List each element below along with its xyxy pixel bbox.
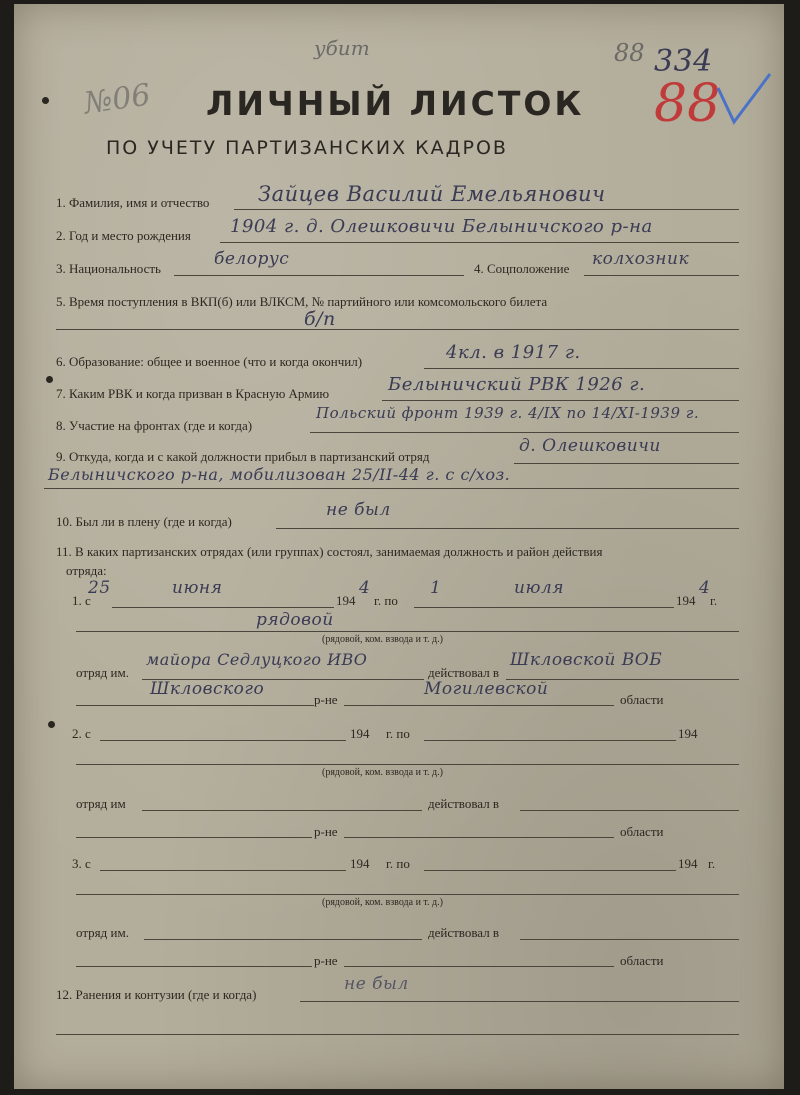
field-1-value: Зайцев Василий Емельянович bbox=[258, 182, 606, 206]
field-line bbox=[76, 764, 739, 765]
position-hint: (рядовой, ком. взвода и т. д.) bbox=[322, 634, 443, 645]
position-hint: (рядовой, ком. взвода и т. д.) bbox=[322, 767, 443, 778]
field-line bbox=[76, 705, 314, 706]
field-8-label: 8. Участие на фронтах (где и когда) bbox=[56, 418, 253, 433]
unit-2-to-label: г. по bbox=[386, 726, 410, 741]
unit-1-rayon-label: р-не bbox=[314, 692, 338, 707]
field-line bbox=[344, 837, 614, 838]
unit-1-year-end: г. bbox=[710, 593, 718, 608]
field-2-value: 1904 г. д. Олешковичи Белыничского р-на bbox=[230, 216, 653, 237]
field-line bbox=[514, 463, 739, 464]
field-line bbox=[76, 837, 312, 838]
unit-1-to-label: г. по bbox=[374, 593, 398, 608]
unit-3-num: 3. с bbox=[72, 856, 91, 871]
field-1-label: 1. Фамилия, имя и отчество bbox=[56, 195, 210, 210]
unit-2-num: 2. с bbox=[72, 726, 91, 741]
field-line bbox=[344, 705, 614, 706]
unit-2-acted-label: действовал в bbox=[428, 796, 500, 811]
page-subtitle: ПО УЧЕТУ ПАРТИЗАНСКИХ КАДРОВ bbox=[106, 137, 508, 159]
unit-3-to-label: г. по bbox=[386, 856, 410, 871]
field-line bbox=[100, 870, 346, 871]
field-line bbox=[76, 631, 739, 632]
document-sheet bbox=[14, 4, 784, 1089]
unit-1-from-month: июня bbox=[172, 578, 223, 598]
field-line bbox=[44, 488, 739, 489]
field-line bbox=[344, 966, 614, 967]
field-line bbox=[424, 740, 676, 741]
field-line bbox=[220, 242, 739, 243]
unit-3-year-b: 194 bbox=[678, 856, 698, 871]
field-12-value: не был bbox=[344, 974, 409, 994]
unit-2-oblast-label: области bbox=[620, 824, 664, 839]
field-11-label-2: отряда: bbox=[66, 563, 107, 578]
checkmark-icon bbox=[714, 70, 774, 130]
unit-1-oblast-value: Могилевской bbox=[424, 679, 549, 699]
field-line bbox=[76, 966, 312, 967]
unit-1-from-year: 194 bbox=[336, 593, 356, 608]
pencil-note-left: №06 bbox=[81, 77, 153, 122]
field-line bbox=[310, 432, 739, 433]
field-10-value: не был bbox=[326, 500, 391, 520]
unit-1-position: рядовой bbox=[256, 610, 334, 630]
field-7-label: 7. Каким РВК и когда призван в Красную Армию bbox=[56, 386, 330, 401]
field-line bbox=[424, 368, 739, 369]
pencil-note-top: убит bbox=[314, 36, 370, 60]
field-line bbox=[424, 870, 676, 871]
unit-2-otryad-label: отряд им bbox=[76, 796, 126, 811]
unit-1-rayon-value: Шкловского bbox=[150, 679, 265, 699]
binder-hole bbox=[48, 721, 55, 728]
unit-3-year-a: 194 bbox=[350, 856, 370, 871]
field-5-value: б/п bbox=[304, 308, 336, 330]
unit-1-to-year: 194 bbox=[676, 593, 696, 608]
field-line bbox=[520, 810, 739, 811]
unit-3-rayon-label: р-не bbox=[314, 953, 338, 968]
position-hint: (рядовой, ком. взвода и т. д.) bbox=[322, 897, 443, 908]
archive-number-ink: 334 bbox=[654, 44, 713, 79]
field-line bbox=[300, 1001, 739, 1002]
field-7-value: Белыничский РВК 1926 г. bbox=[388, 374, 646, 395]
unit-1-acted-label: действовал в bbox=[428, 665, 500, 680]
unit-1-acted-value: Шкловской ВОБ bbox=[510, 650, 663, 670]
unit-2-year-a: 194 bbox=[350, 726, 370, 741]
field-line bbox=[276, 528, 739, 529]
field-9-value: д. Олешковичи bbox=[519, 436, 661, 456]
unit-1-from-year-suffix: 4 bbox=[359, 578, 371, 598]
field-4-label: 4. Соцположение bbox=[474, 261, 570, 276]
unit-3-acted-label: действовал в bbox=[428, 925, 500, 940]
field-line bbox=[174, 275, 464, 276]
field-line bbox=[520, 939, 739, 940]
unit-1-to-year-suffix: 4 bbox=[699, 578, 711, 598]
field-9-value-2: Белыничского р-на, мобилизован 25/II-44 г. с с/хоз. bbox=[48, 465, 511, 484]
field-9-label: 9. Откуда, когда и с какой должности прибыл в партизанский отряд bbox=[56, 449, 430, 464]
field-line bbox=[100, 740, 346, 741]
unit-1-to-month: июля bbox=[514, 578, 564, 598]
field-line bbox=[414, 607, 674, 608]
field-line bbox=[142, 810, 422, 811]
unit-3-otryad-label: отряд им. bbox=[76, 925, 129, 940]
unit-1-num: 1. с bbox=[72, 593, 91, 608]
field-line bbox=[76, 894, 739, 895]
field-4-value: колхозник bbox=[592, 249, 690, 269]
unit-2-year-b: 194 bbox=[678, 726, 698, 741]
field-11-label: 11. В каких партизанских отрядах (или группах) состоял, занимаемая должность и район действия bbox=[56, 544, 603, 559]
field-line bbox=[112, 607, 334, 608]
unit-1-to-day: 1 bbox=[430, 578, 442, 598]
field-line bbox=[56, 1034, 739, 1035]
unit-1-otryad-label: отряд им. bbox=[76, 665, 129, 680]
binder-hole bbox=[42, 97, 49, 104]
field-8-value: Польский фронт 1939 г. 4/IX по 14/XI-1939 г. bbox=[316, 404, 700, 422]
field-10-label: 10. Был ли в плену (где и когда) bbox=[56, 514, 232, 529]
unit-1-oblast-label: области bbox=[620, 692, 664, 707]
field-line bbox=[382, 400, 739, 401]
field-line bbox=[234, 209, 739, 210]
unit-1-from-day: 25 bbox=[88, 578, 111, 598]
field-line bbox=[144, 939, 422, 940]
field-line bbox=[56, 329, 739, 330]
unit-1-otryad-value: майора Седлуцкого ИВО bbox=[146, 650, 368, 669]
unit-2-rayon-label: р-не bbox=[314, 824, 338, 839]
field-2-label: 2. Год и место рождения bbox=[56, 228, 191, 243]
field-6-label: 6. Образование: общее и военное (что и когда окончил) bbox=[56, 354, 363, 369]
binder-hole bbox=[46, 376, 53, 383]
field-3-label: 3. Национальность bbox=[56, 261, 161, 276]
field-5-label: 5. Время поступления в ВКП(б) или ВЛКСМ, № партийного или комсомольского билета bbox=[56, 294, 548, 309]
field-12-label: 12. Ранения и контузии (где и когда) bbox=[56, 987, 257, 1002]
red-pencil-number: 88 bbox=[654, 74, 721, 134]
unit-3-year-end: г. bbox=[708, 856, 716, 871]
page-title: ЛИЧНЫЙ ЛИСТОК bbox=[206, 84, 585, 123]
field-3-value: белорус bbox=[214, 249, 290, 269]
field-line bbox=[584, 275, 739, 276]
unit-3-oblast-label: области bbox=[620, 953, 664, 968]
archive-number: 88 bbox=[614, 39, 645, 67]
field-6-value: 4кл. в 1917 г. bbox=[446, 342, 581, 363]
